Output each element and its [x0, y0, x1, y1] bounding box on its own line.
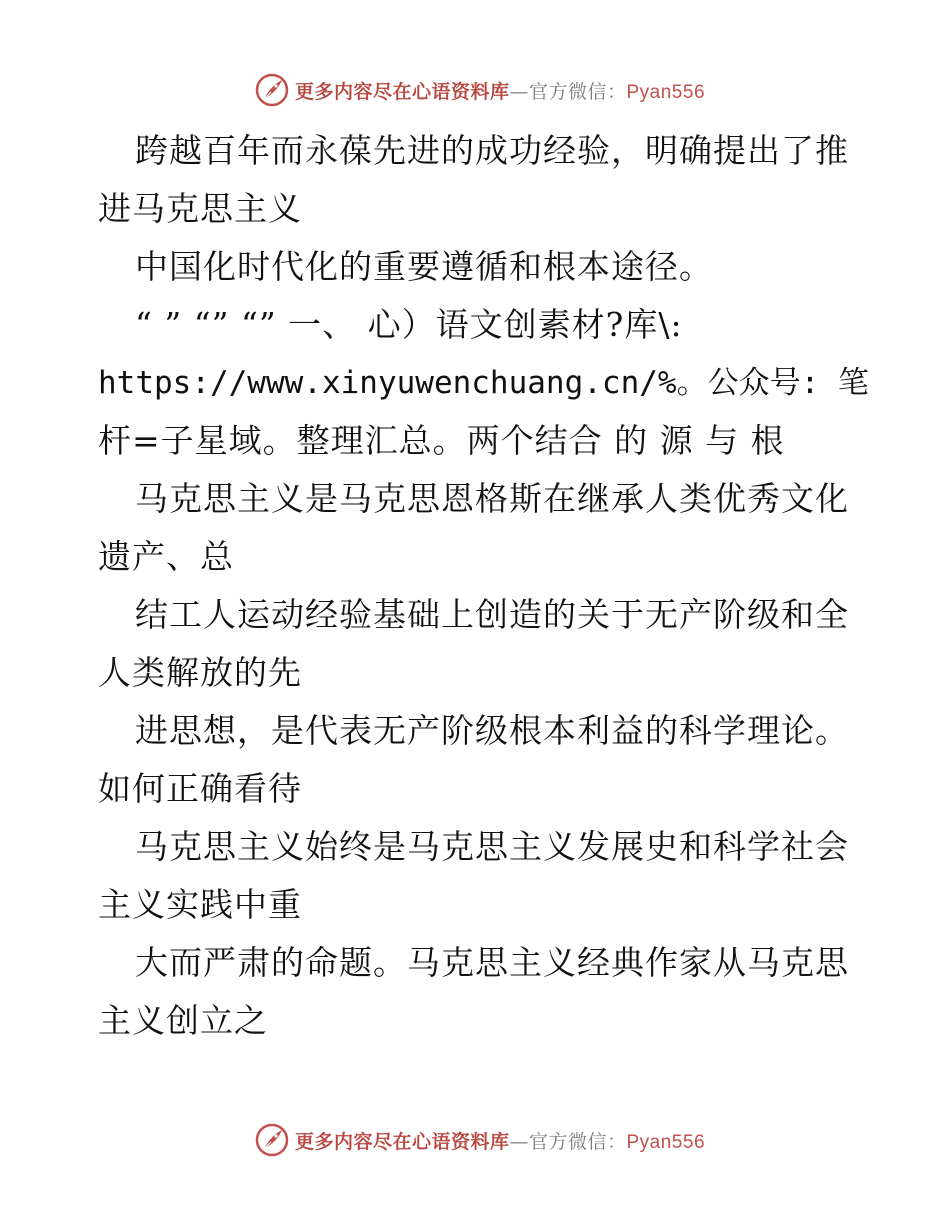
footer-wechat-label: 官方微信： [528, 1130, 627, 1153]
text-line: 进思想，是代表无产阶级根本利益的科学理论。 [135, 711, 849, 750]
header-banner [0, 70, 950, 110]
text-line: 杆=子星域。整理汇总。两个结合 的 源 与 根 [98, 421, 785, 460]
footer-banner-text [295, 1127, 705, 1154]
footer-site-name: 更多内容尽在心语资料库 [294, 1130, 510, 1153]
header-dash: — [509, 80, 529, 103]
text-line: 马克思主义始终是马克思主义发展史和科学社会 [135, 827, 849, 866]
text-line: 结工人运动经验基础上创造的关于无产阶级和全 [135, 595, 849, 634]
text-line: 主义实践中重 [98, 885, 302, 924]
header-wechat-label: 官方微信： [528, 80, 627, 103]
text-line: 主义创立之 [98, 1001, 268, 1040]
text-line: 马克思主义是马克思恩格斯在继承人类优秀文化 [135, 479, 849, 518]
footer-wechat-id: Pyan556 [626, 1131, 706, 1153]
feather-pen-logo-icon [255, 73, 289, 107]
footer-banner [0, 1120, 950, 1160]
text-line: “ ” “” “” 一、 心）语文创素材?库\: [135, 305, 683, 344]
text-line-url: https://www.xinyuwenchuang.cn/%。公众号: 笔 [98, 365, 869, 401]
text-line: 中国化时代化的重要遵循和根本途径。 [135, 247, 713, 286]
footer-dash: — [509, 1130, 529, 1153]
feather-pen-logo-icon [255, 1123, 289, 1157]
text-line: 如何正确看待 [98, 769, 302, 808]
header-banner-content [255, 73, 705, 107]
header-wechat-id: Pyan556 [626, 81, 706, 103]
text-line: 进马克思主义 [98, 189, 302, 228]
text-line: 遗产、总 [98, 537, 234, 576]
header-site-name: 更多内容尽在心语资料库 [294, 80, 510, 103]
document-body [98, 122, 869, 1050]
footer-banner-content [255, 1123, 705, 1157]
text-line: 大而严肃的命题。马克思主义经典作家从马克思 [135, 943, 849, 982]
header-banner-text [295, 77, 705, 104]
text-line: 跨越百年而永葆先进的成功经验，明确提出了推 [135, 131, 849, 170]
text-line: 人类解放的先 [98, 653, 302, 692]
